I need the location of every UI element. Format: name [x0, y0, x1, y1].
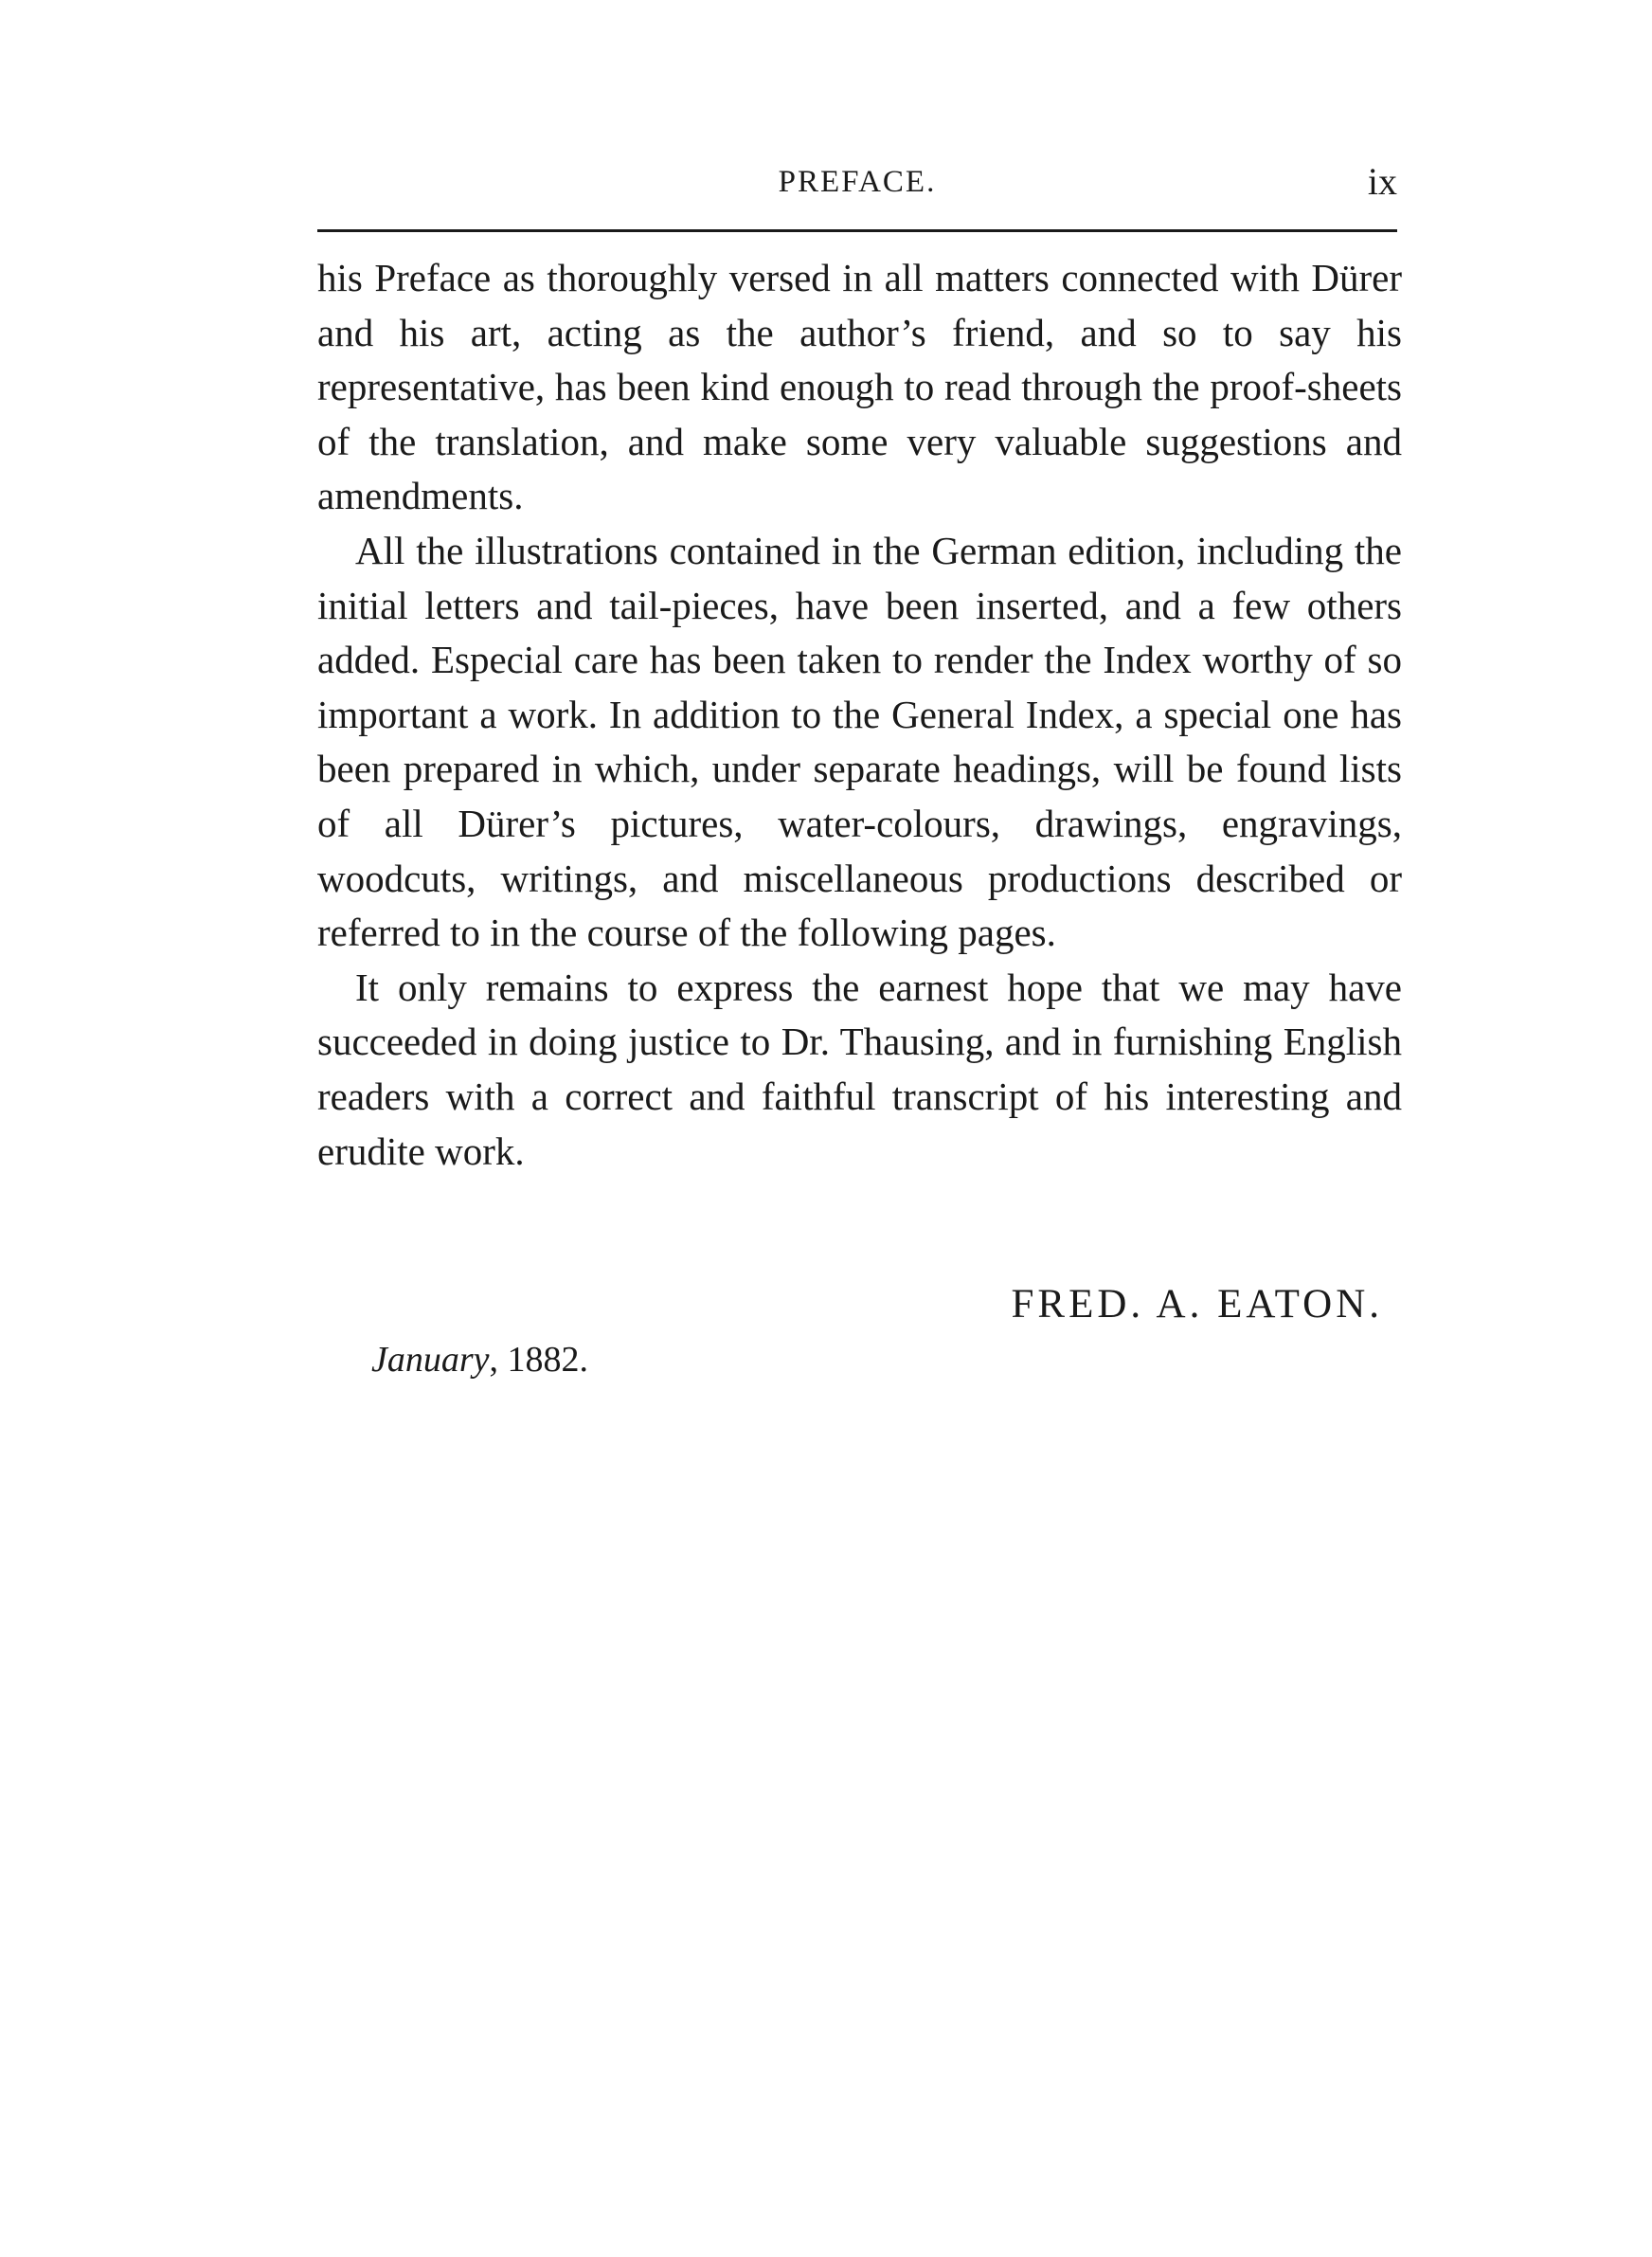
running-title: PREFACE.: [778, 165, 937, 199]
page-number: ix: [1367, 160, 1397, 203]
author-signature: FRED. A. EATON.: [1011, 1282, 1383, 1327]
header-rule: [317, 229, 1397, 232]
paragraph-continued: his Preface as thoroughly versed in all matters connected with Dürer and his art, acting as the author’s friend, and so to say his representative, has been kind enough to read through the proof-sheets of the translation, and make some very valuable suggestions and amendments.: [317, 256, 1402, 518]
paragraph-closing: It only remains to express the earnest hope that we may have succeeded in doing justice to Dr. Thausing, and in furnishing English readers with a correct and faithful transcript of his interesting and erudite work.: [317, 965, 1402, 1173]
date-year: , 1882.: [489, 1340, 589, 1380]
paragraph-illustrations: All the illustrations contained in the German edition, including the initial letters and tail-pieces, have been inserted, and a few others added. Especial care has been taken to render the Index worthy of so important a work. In addition to the General Index, a special one has been prepared in which, under separate headings, will be found lists of all Dürer’s pictures, water-colours, drawings, engravings, woodcuts, writings, and miscellaneous productions described or referred to in the course of the following pages.: [317, 528, 1402, 955]
date-line: [371, 1339, 588, 1381]
running-head: [317, 159, 1397, 216]
preface-body: [317, 251, 1402, 1179]
date-month: January: [371, 1340, 490, 1380]
